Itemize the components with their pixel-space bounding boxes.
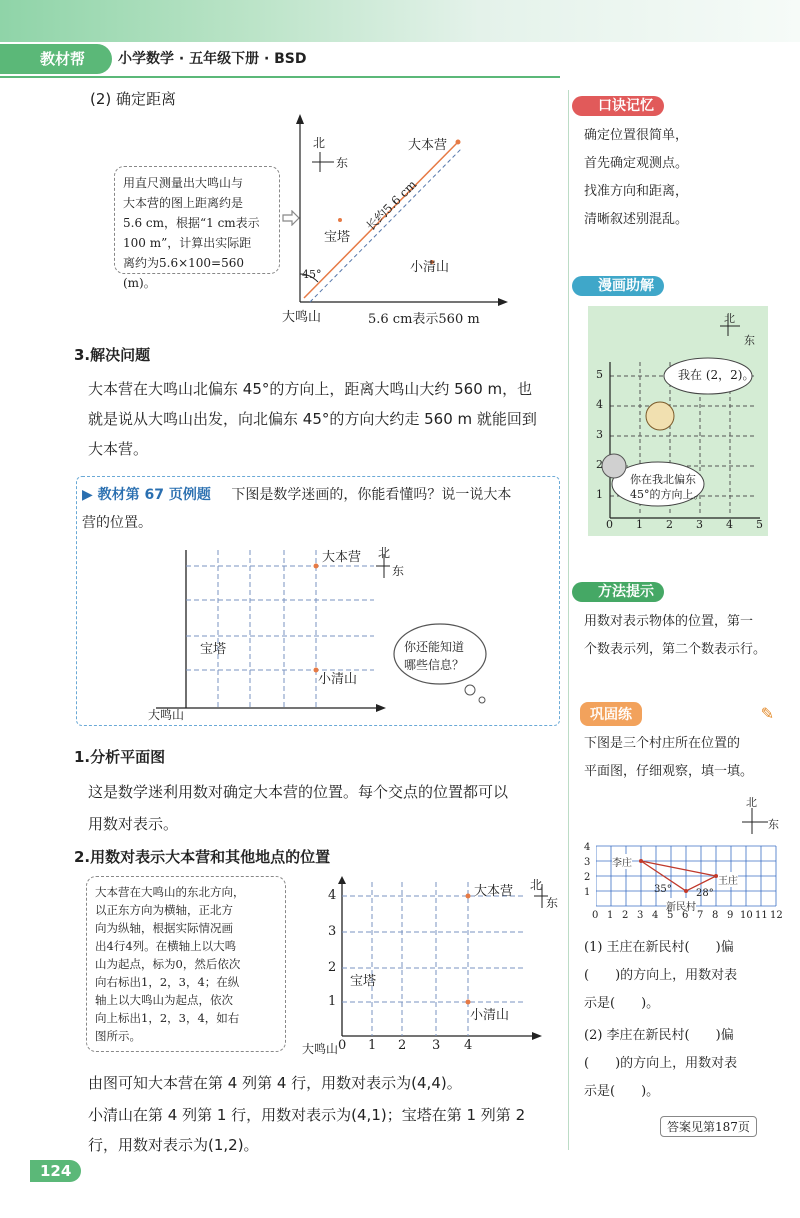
village-xin-label: 新民村 [666, 898, 696, 913]
practice-header [580, 702, 780, 728]
practice-x-tick: 5 [667, 910, 674, 921]
bubble-line: 你还能知道 [404, 640, 465, 654]
thought-bubble-text [404, 638, 464, 674]
practice-y-tick: 3 [584, 857, 591, 868]
rhyme-text [584, 122, 688, 234]
note-line: 大本营的图上距离约是 [123, 196, 244, 210]
method-text [584, 608, 766, 664]
angle-label-35: 35° [654, 884, 672, 895]
practice-x-tick: 3 [637, 910, 644, 921]
practice-x-tick: 4 [652, 910, 659, 921]
scale-label: 5.6 cm表示560 m [368, 312, 480, 327]
note-line: 用直尺测量出大鸣山与 [123, 176, 244, 190]
comic-x-tick: 0 [606, 518, 613, 531]
rhyme-line: 找准方向和距离， [584, 184, 689, 199]
conclusion-line: 由图可知大本营在第 4 列第 4 行，用数对表示为(4,4)。 [88, 1074, 462, 1092]
comic-bubble-rabbit: 我在 (2，2)。 [678, 368, 755, 382]
x-tick: 3 [432, 1038, 441, 1053]
bubble-line: 哪些信息？ [404, 658, 465, 672]
heading-solve: 3.解决问题 [74, 346, 151, 364]
note-line: 向为纵轴，根据实际情况画 [95, 921, 233, 935]
grid-east-label: 东 [546, 896, 559, 910]
y-tick: 3 [328, 924, 337, 939]
practice-y-tick: 2 [584, 872, 591, 883]
page-number: 124 [30, 1160, 81, 1182]
practice-x-tick: 10 [740, 910, 753, 921]
note-line: 以正东方向为横轴，正北方 [95, 903, 233, 917]
practice-title: 巩固练 [580, 702, 642, 726]
sidebar-divider [568, 90, 569, 1150]
grid-label-pagoda: 宝塔 [350, 974, 377, 989]
question-2 [584, 1022, 737, 1106]
practice-x-tick: 11 [755, 910, 768, 921]
angle-label-28: 28° [696, 888, 714, 899]
practice-line: 下图是三个村庄所在位置的 [584, 736, 741, 751]
village-wang-label: 王庄 [718, 872, 738, 887]
method-line: 用数对表示物体的位置，第一 [584, 614, 754, 629]
question-1 [584, 934, 737, 1018]
y-tick: 1 [328, 994, 337, 1009]
bubble-line: 你在我北偏东 [630, 473, 696, 486]
ex-north-label: 北 [378, 546, 391, 560]
compass-north-label: 北 [313, 136, 326, 150]
compass-east-label: 东 [336, 156, 349, 170]
practice-line: 平面图，仔细观察，填一填。 [584, 764, 754, 779]
coordinate-grid [300, 876, 550, 1046]
label-xiaoqing-mountain: 小清山 [410, 260, 450, 275]
practice-x-tick: 2 [622, 910, 629, 921]
practice-x-tick: 8 [712, 910, 719, 921]
label-pagoda: 宝塔 [324, 230, 351, 245]
example-ref-label: ▶ 教材第 67 页例题 [82, 487, 211, 503]
practice-y-ticks [584, 840, 590, 900]
rhyme-line: 清晰叙述别混乱。 [584, 212, 689, 227]
y-tick: 2 [328, 960, 337, 975]
practice-x-tick: 6 [682, 910, 689, 921]
x-tick: 4 [464, 1038, 473, 1053]
note-line: 轴上以大鸣山为起点，依次 [95, 993, 233, 1007]
comic-x-tick: 5 [756, 518, 763, 531]
comic-east-label: 东 [744, 334, 755, 347]
practice-x-tick: 12 [770, 910, 783, 921]
question-line: (2) 李庄在新民村( )偏 [584, 1028, 734, 1043]
note-line: 出4行4列。在横轴上以大鸣 [95, 939, 237, 953]
comic-y-tick: 5 [596, 368, 603, 381]
question-line: (1) 王庄在新民村( )偏 [584, 940, 734, 955]
ex-label-pagoda: 宝塔 [200, 642, 227, 657]
comic-y-tick: 3 [596, 428, 603, 441]
length-label: 长约5.6 cm [363, 177, 420, 234]
note-line: 大本营在大鸣山的东北方向， [95, 885, 245, 899]
bubble-line: 45°的方向上。 [630, 488, 705, 501]
x-tick: 1 [368, 1038, 377, 1053]
comic-y-tick: 1 [596, 488, 603, 501]
method-line: 个数表示列，第二个数表示行。 [584, 642, 767, 657]
text-line: 大本营在大鸣山北偏东 45°的方向上，距离大鸣山大约 560 m，也 [88, 380, 533, 398]
question-line: 示是( )。 [584, 996, 660, 1011]
example-grid [150, 544, 390, 718]
practice-north-label: 北 [746, 796, 757, 809]
solve-paragraph [88, 374, 537, 464]
answer-reference: 答案见第187页 [660, 1116, 757, 1137]
angle-label: 45° [302, 268, 322, 281]
heading-number-pairs: 2.用数对表示大本营和其他地点的位置 [74, 848, 331, 866]
label-daming-mountain: 大鸣山 [282, 310, 322, 325]
method-title: 方法提示 [572, 582, 664, 602]
x-tick: 2 [398, 1038, 407, 1053]
rhyme-line: 首先确定观测点。 [584, 156, 689, 171]
comic-x-tick: 1 [636, 518, 643, 531]
comic-x-tick: 4 [726, 518, 733, 531]
comic-north-label: 北 [724, 312, 735, 325]
practice-x-tick: 7 [697, 910, 704, 921]
conclusion-line: 行，用数对表示为(1,2)。 [88, 1136, 259, 1154]
comic-x-tick: 2 [666, 518, 673, 531]
practice-y-tick: 4 [584, 842, 591, 853]
label-base-camp: 大本营 [408, 138, 448, 153]
practice-x-tick: 9 [727, 910, 734, 921]
ex-label-xiaoqing: 小清山 [318, 672, 358, 687]
note-line: 5.6 cm，根据“1 cm表示 [123, 216, 260, 230]
note-line: 向上标出1，2，3，4，如右 [95, 1011, 240, 1025]
village-li-label: 李庄 [612, 854, 632, 869]
grid-label-base-camp: 大本营 [474, 884, 514, 899]
grid-north-label: 北 [530, 878, 543, 892]
note-line: 向右标出1，2，3，4；在纵 [95, 975, 240, 989]
example-question-cont: 营的位置。 [82, 515, 152, 531]
conclusion-line: 小清山在第 4 列第 1 行，用数对表示为(4,1)；宝塔在第 1 列第 2 [88, 1106, 526, 1124]
grid-label-daming: 大鸣山 [302, 1042, 339, 1056]
number-pair-note [86, 876, 286, 1052]
header-rule [0, 76, 560, 78]
question-line: ( )的方向上，用数对表 [584, 968, 738, 983]
practice-compass [740, 806, 770, 836]
practice-intro [584, 730, 753, 786]
note-line: 山为起点，标为0，然后依次 [95, 957, 241, 971]
heading-analyze: 1.分析平面图 [74, 748, 166, 766]
rhyme-line: 确定位置很简单， [584, 128, 689, 143]
practice-x-tick: 1 [607, 910, 614, 921]
text-line: 用数对表示。 [88, 815, 179, 833]
analyze-paragraph [88, 776, 508, 840]
note-line: 离约为5.6×100=560 (m)。 [123, 256, 245, 290]
comic-y-tick: 2 [596, 458, 603, 471]
text-line: 这是数学迷利用数对确定大本营的位置。每个交点的位置都可以 [88, 783, 509, 801]
ex-label-base-camp: 大本营 [322, 550, 362, 565]
note-line: 图所示。 [95, 1029, 141, 1043]
brand-badge: 教材帮 [0, 44, 112, 74]
grid-label-xiaoqing: 小清山 [470, 1008, 510, 1023]
text-line: 大本营。 [88, 440, 149, 458]
practice-east-label: 东 [768, 818, 779, 831]
distance-note [114, 166, 280, 290]
note-line: 100 m”，计算出实际距 [123, 236, 252, 250]
ex-east-label: 东 [392, 564, 405, 578]
ex-label-daming: 大鸣山 [148, 708, 185, 722]
header-band [0, 0, 800, 42]
subheading-distance: (2) 确定距离 [90, 90, 177, 108]
comic-title: 漫画助解 [572, 276, 664, 296]
question-line: ( )的方向上，用数对表 [584, 1056, 738, 1071]
comic-y-tick: 4 [596, 398, 603, 411]
rhyme-title: 口诀记忆 [572, 96, 664, 116]
x-tick: 0 [338, 1038, 347, 1053]
comic-x-tick: 3 [696, 518, 703, 531]
book-title: 小学数学 · 五年级下册 · BSD [118, 51, 307, 67]
practice-x-tick: 0 [592, 910, 599, 921]
text-line: 就是说从大鸣山出发，向北偏东 45°的方向大约走 560 m 就能回到 [88, 410, 537, 428]
example-header [82, 484, 511, 504]
y-tick: 4 [328, 888, 337, 903]
pencil-icon: ✎ [760, 704, 774, 723]
question-line: 示是( )。 [584, 1084, 660, 1099]
comic-bubble-cat [630, 472, 705, 502]
practice-y-tick: 1 [584, 887, 591, 898]
example-question: 下图是数学迷画的，你能看懂吗？说一说大本 [231, 487, 512, 503]
